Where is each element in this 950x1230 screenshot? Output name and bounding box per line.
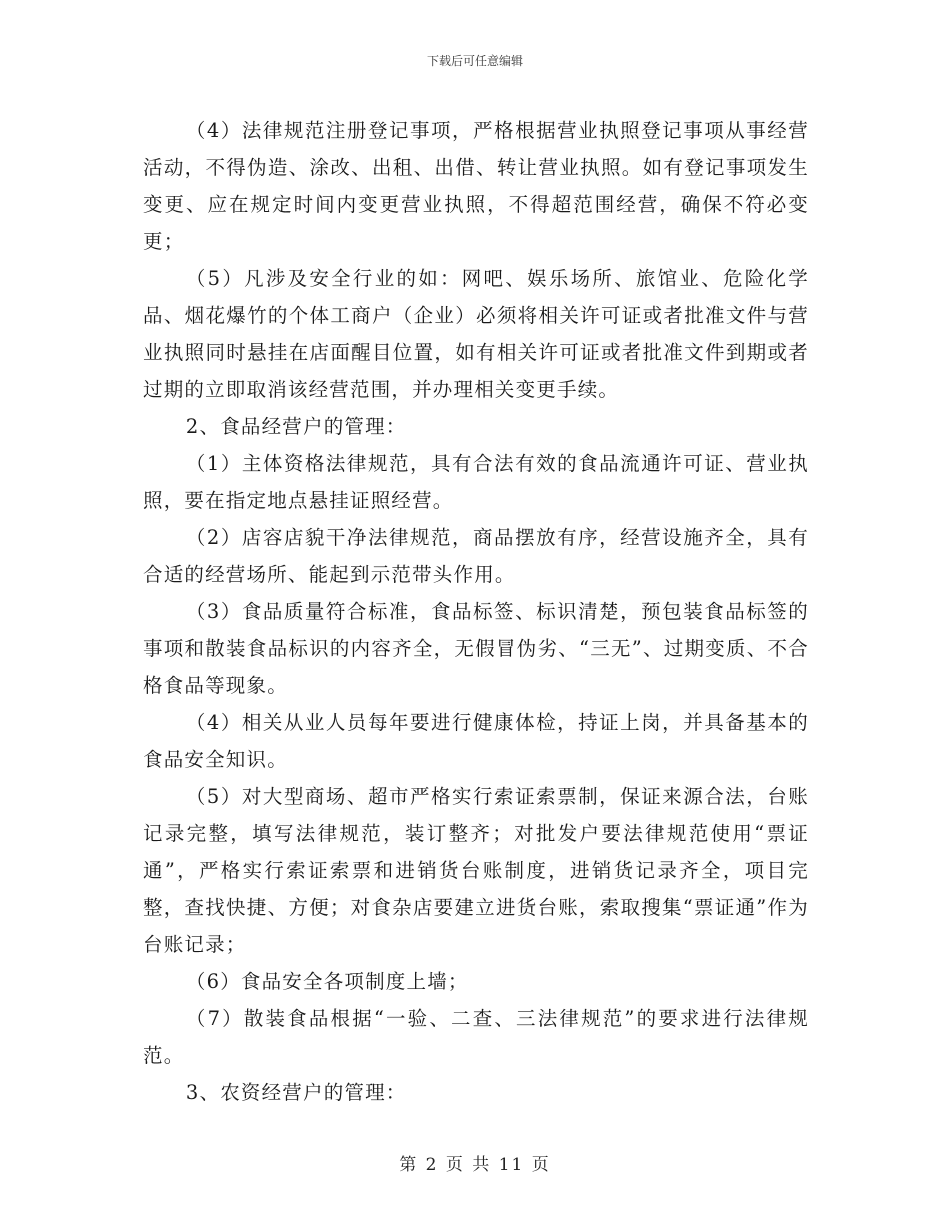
page-header: 下载后可任意编辑: [426, 54, 523, 68]
paragraph-food-item-5: （5）对大型商场、超市严格实行索证索票制，保证来源合法，台账记录完整，填写法律规范，装订整齐；对批发户要法律规范使用“票证通”，严格实行索证索票和进销货台账制度，进销货记录齐全，项目完整，查找快捷、方便；对食杂店要建立进货台账，索取搜集“票证通”作为台账记录；: [143, 785, 809, 956]
page-footer: 第 2 页 共 11 页: [399, 1155, 551, 1175]
paragraph-food-item-1: （1）主体资格法律规范，具有合法有效的食品流通许可证、营业执照，要在指定地点悬挂证照经营。: [143, 452, 809, 512]
section-heading-agri-vendors: 3、农资经营户的管理：: [185, 1081, 407, 1104]
section-heading-food-vendors: 2、食品经营户的管理：: [185, 415, 407, 438]
paragraph-food-item-2: （2）店容店貌干净法律规范，商品摆放有序，经营设施齐全，具有合适的经营场所、能起到示范带头作用。: [143, 526, 809, 586]
paragraph-food-item-7: （7）散装食品根据“一验、二查、三法律规范”的要求进行法律规范。: [143, 1007, 809, 1067]
paragraph-food-item-4: （4）相关从业人员每年要进行健康体检，持证上岗，并具备基本的食品安全知识。: [143, 711, 809, 771]
paragraph-food-item-6: （6）食品安全各项制度上墙；: [185, 970, 469, 993]
paragraph-food-item-3: （3）食品质量符合标准，食品标签、标识清楚，预包装食品标签的事项和散装食品标识的内容齐全，无假冒伪劣、“三无”、过期变质、不合格食品等现象。: [143, 600, 809, 697]
paragraph-item-5-safety-industries: （5）凡涉及安全行业的如：网吧、娱乐场所、旅馆业、危险化学品、烟花爆竹的个体工商户（企业）必须将相关许可证或者批准文件与营业执照同时悬挂在店面醒目位置，如有相关许可证或者批准文件到期或者过期的立即取消该经营范围，并办理相关变更手续。: [143, 267, 809, 401]
paragraph-item-4-registration: （4）法律规范注册登记事项，严格根据营业执照登记事项从事经营活动，不得伪造、涂改、出租、出借、转让营业执照。如有登记事项发生变更、应在规定时间内变更营业执照，不得超范围经营，确保不符必变更；: [143, 119, 809, 253]
document-body: [143, 112, 809, 1111]
